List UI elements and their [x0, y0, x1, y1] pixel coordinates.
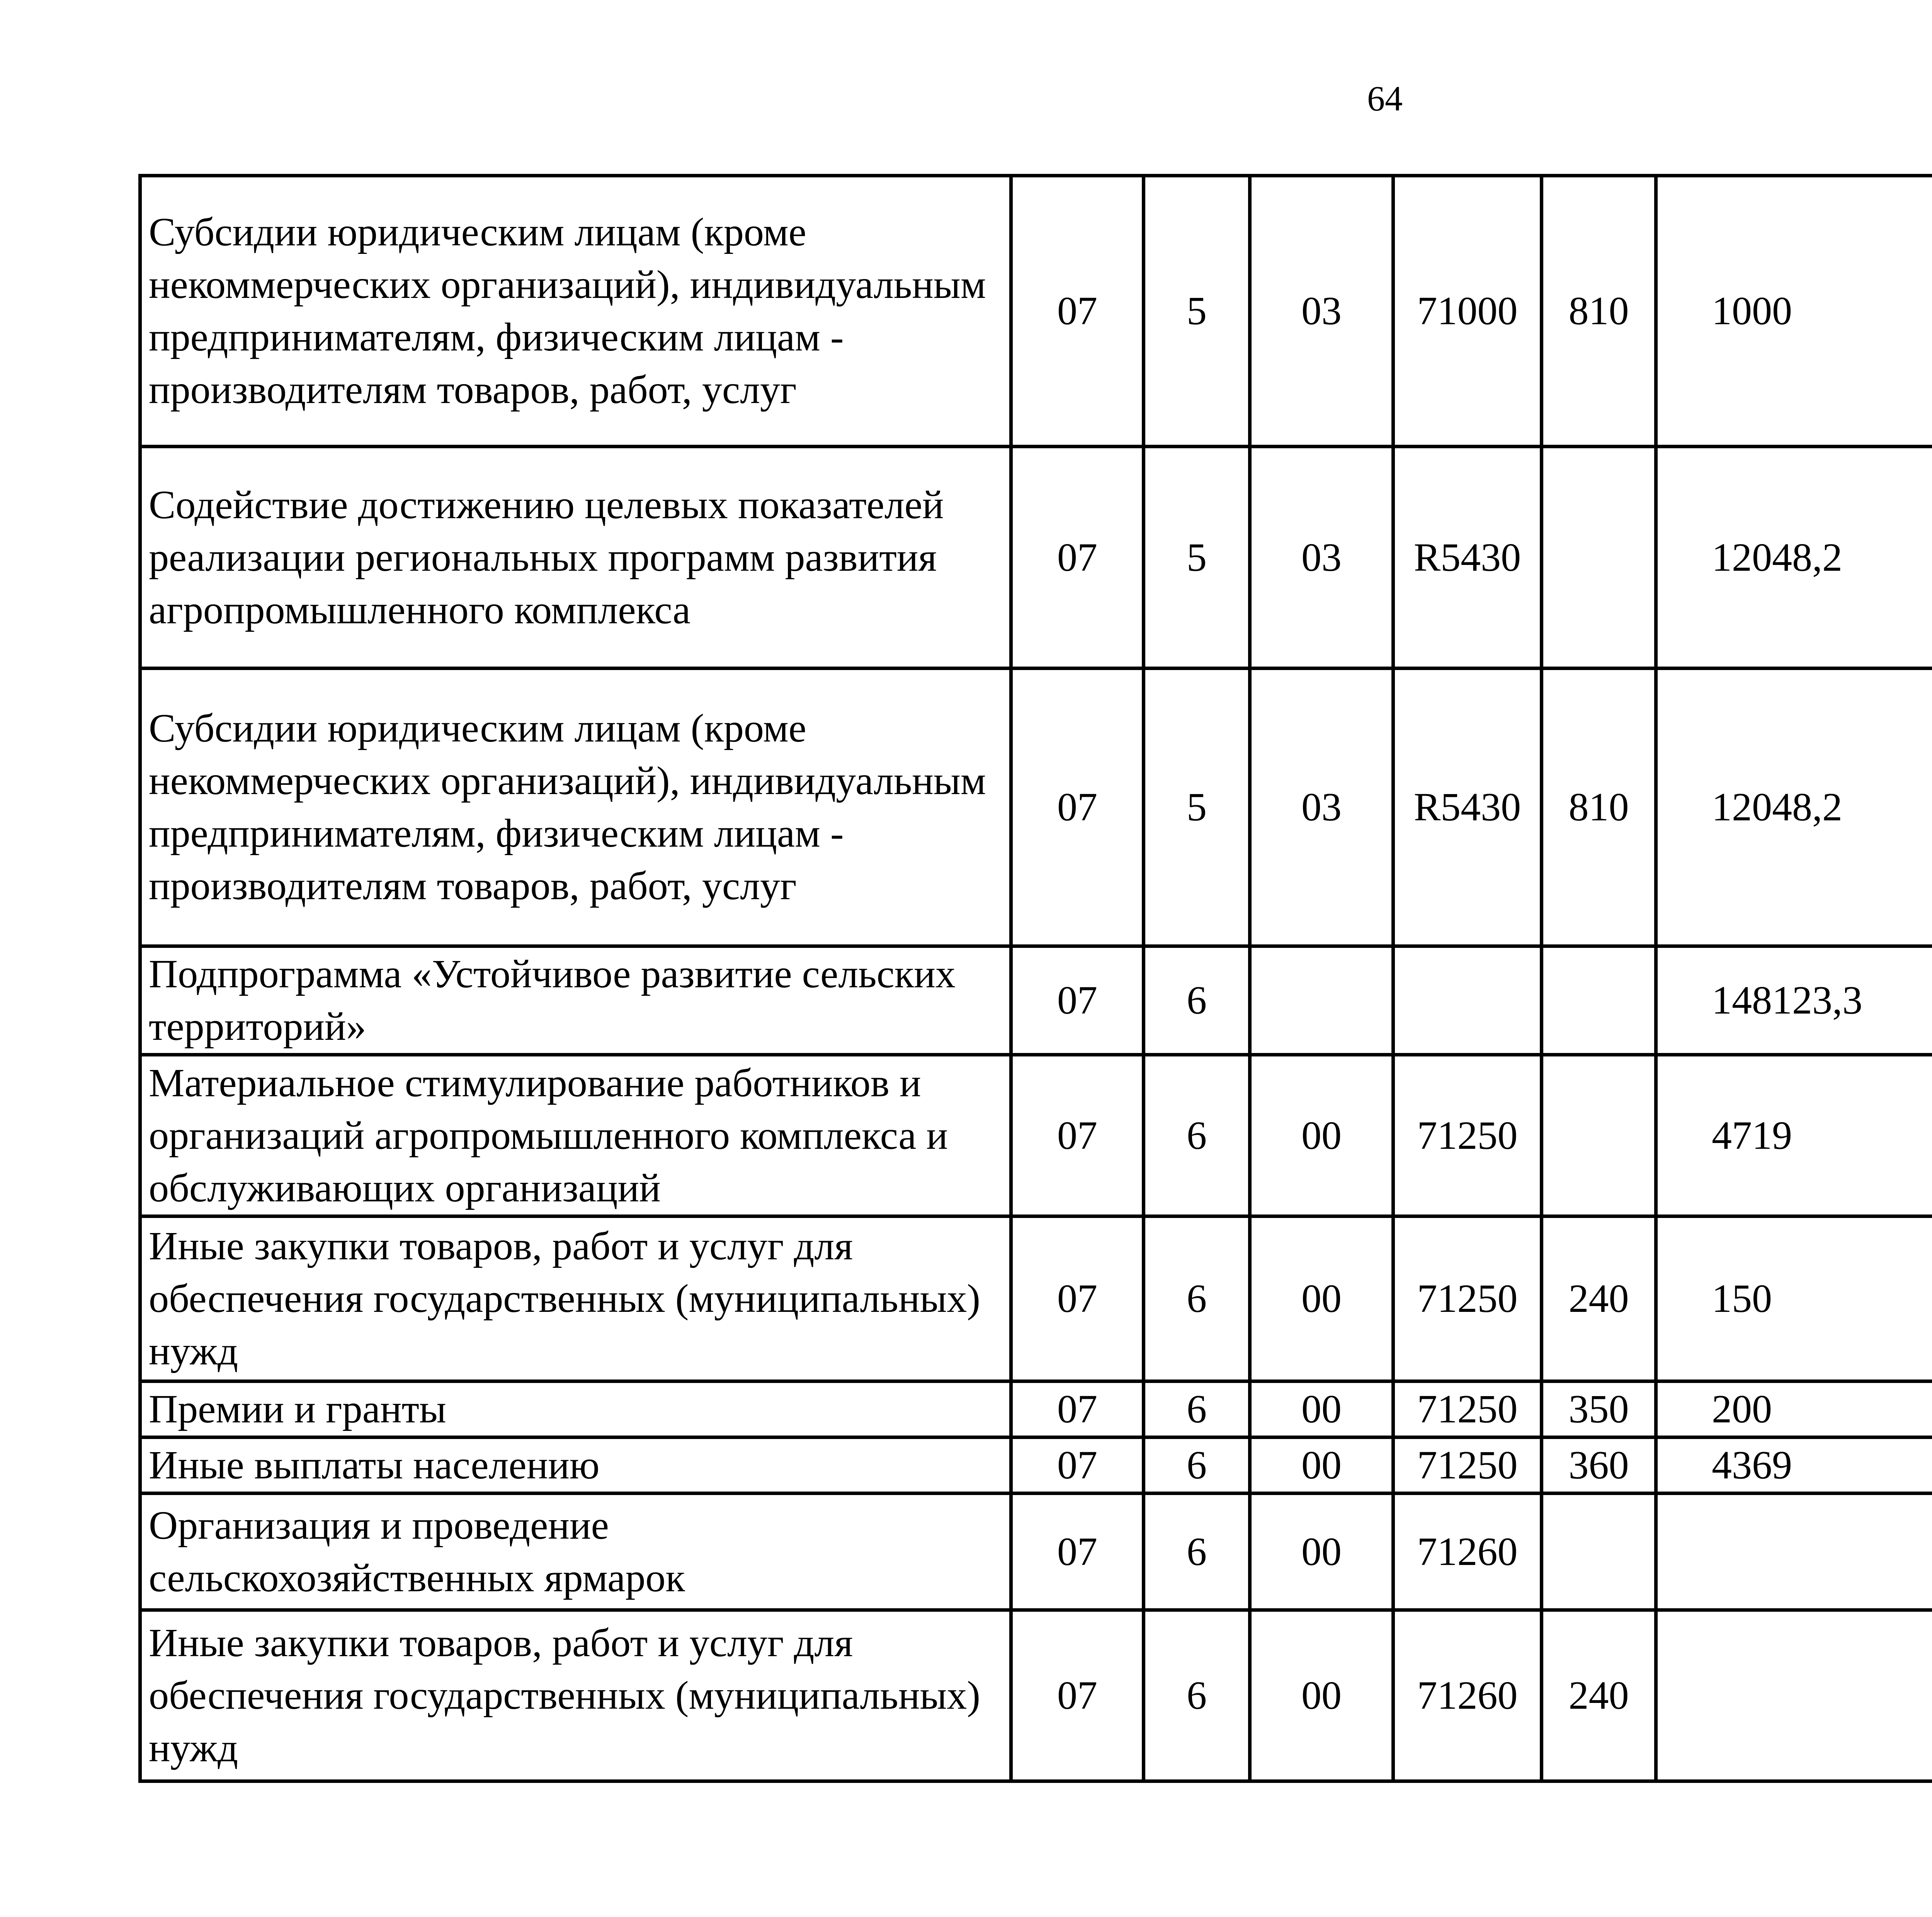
section-code: 07: [1011, 668, 1144, 946]
item-name: Субсидии юридическим лицам (кроме некоммерческих организаций), индивидуальным предпринимателям, физическим лицам - производителям товаров, работ, услуг: [140, 668, 1011, 946]
expense-type-code: [1542, 946, 1656, 1055]
budget-table: [138, 174, 1932, 1783]
program-code: 6: [1144, 1381, 1250, 1437]
expense-type-code: 810: [1542, 668, 1656, 946]
program-code: 6: [1144, 1055, 1250, 1216]
direction-code: R5430: [1393, 668, 1542, 946]
program-code: 6: [1144, 946, 1250, 1055]
amount-year-1: 150: [1656, 1216, 1932, 1381]
subprogram-code: 00: [1250, 1437, 1393, 1493]
expense-type-code: 360: [1542, 1437, 1656, 1493]
subprogram-code: 03: [1250, 447, 1393, 668]
direction-code: 71250: [1393, 1381, 1542, 1437]
expense-type-code: [1542, 1055, 1656, 1216]
table-row: [140, 1216, 1932, 1381]
table-row: [140, 668, 1932, 946]
item-name: Подпрограмма «Устойчивое развитие сельских территорий»: [140, 946, 1011, 1055]
table-row: [140, 176, 1932, 447]
program-code: 5: [1144, 668, 1250, 946]
item-name: Иные выплаты населению: [140, 1437, 1011, 1493]
program-code: 6: [1144, 1216, 1250, 1381]
section-code: 07: [1011, 1381, 1144, 1437]
amount-year-1: 12048,2: [1656, 668, 1932, 946]
table-row: [140, 1437, 1932, 1493]
subprogram-code: 03: [1250, 176, 1393, 447]
subprogram-code: 00: [1250, 1381, 1393, 1437]
direction-code: 71260: [1393, 1610, 1542, 1781]
table-row: [140, 946, 1932, 1055]
section-code: 07: [1011, 1055, 1144, 1216]
subprogram-code: 00: [1250, 1610, 1393, 1781]
section-code: 07: [1011, 176, 1144, 447]
amount-year-1: 12048,2: [1656, 447, 1932, 668]
direction-code: 71000: [1393, 176, 1542, 447]
program-code: 6: [1144, 1610, 1250, 1781]
subprogram-code: 03: [1250, 668, 1393, 946]
direction-code: [1393, 946, 1542, 1055]
direction-code: 71250: [1393, 1055, 1542, 1216]
table-row: [140, 447, 1932, 668]
subprogram-code: 00: [1250, 1216, 1393, 1381]
subprogram-code: [1250, 946, 1393, 1055]
direction-code: 71250: [1393, 1216, 1542, 1381]
subprogram-code: 00: [1250, 1055, 1393, 1216]
budget-table-body: [140, 176, 1932, 1781]
expense-type-code: 350: [1542, 1381, 1656, 1437]
expense-type-code: 240: [1542, 1610, 1656, 1781]
program-code: 5: [1144, 447, 1250, 668]
item-name: Иные закупки товаров, работ и услуг для обеспечения государственных (муниципальных) нужд: [140, 1216, 1011, 1381]
item-name: Содействие достижению целевых показателей реализации региональных программ развития агропромышленного комплекса: [140, 447, 1011, 668]
amount-year-1: 200: [1656, 1381, 1932, 1437]
section-code: 07: [1011, 946, 1144, 1055]
item-name: Организация и проведение сельскохозяйственных ярмарок: [140, 1493, 1011, 1610]
expense-type-code: 240: [1542, 1216, 1656, 1381]
page-number: 64: [1367, 79, 1403, 118]
table-row: [140, 1610, 1932, 1781]
section-code: 07: [1011, 1437, 1144, 1493]
direction-code: 71260: [1393, 1493, 1542, 1610]
item-name: Премии и гранты: [140, 1381, 1011, 1437]
section-code: 07: [1011, 447, 1144, 668]
table-row: [140, 1381, 1932, 1437]
amount-year-1: 1000: [1656, 176, 1932, 447]
expense-type-code: 810: [1542, 176, 1656, 447]
program-code: 5: [1144, 176, 1250, 447]
section-code: 07: [1011, 1216, 1144, 1381]
subprogram-code: 00: [1250, 1493, 1393, 1610]
direction-code: 71250: [1393, 1437, 1542, 1493]
amount-year-1: 4719: [1656, 1055, 1932, 1216]
amount-year-1: 148123,3: [1656, 946, 1932, 1055]
item-name: Материальное стимулирование работников и организаций агропромышленного комплекса и обслуживающих организаций: [140, 1055, 1011, 1216]
item-name: Иные закупки товаров, работ и услуг для обеспечения государственных (муниципальных) нужд: [140, 1610, 1011, 1781]
direction-code: R5430: [1393, 447, 1542, 668]
section-code: 07: [1011, 1610, 1144, 1781]
section-code: 07: [1011, 1493, 1144, 1610]
expense-type-code: [1542, 1493, 1656, 1610]
amount-year-1: [1656, 1610, 1932, 1781]
expense-type-code: [1542, 447, 1656, 668]
amount-year-1: [1656, 1493, 1932, 1610]
table-row: [140, 1055, 1932, 1216]
program-code: 6: [1144, 1437, 1250, 1493]
table-row: [140, 1493, 1932, 1610]
item-name: Субсидии юридическим лицам (кроме некоммерческих организаций), индивидуальным предпринимателям, физическим лицам - производителям товаров, работ, услуг: [140, 176, 1011, 447]
program-code: 6: [1144, 1493, 1250, 1610]
amount-year-1: 4369: [1656, 1437, 1932, 1493]
